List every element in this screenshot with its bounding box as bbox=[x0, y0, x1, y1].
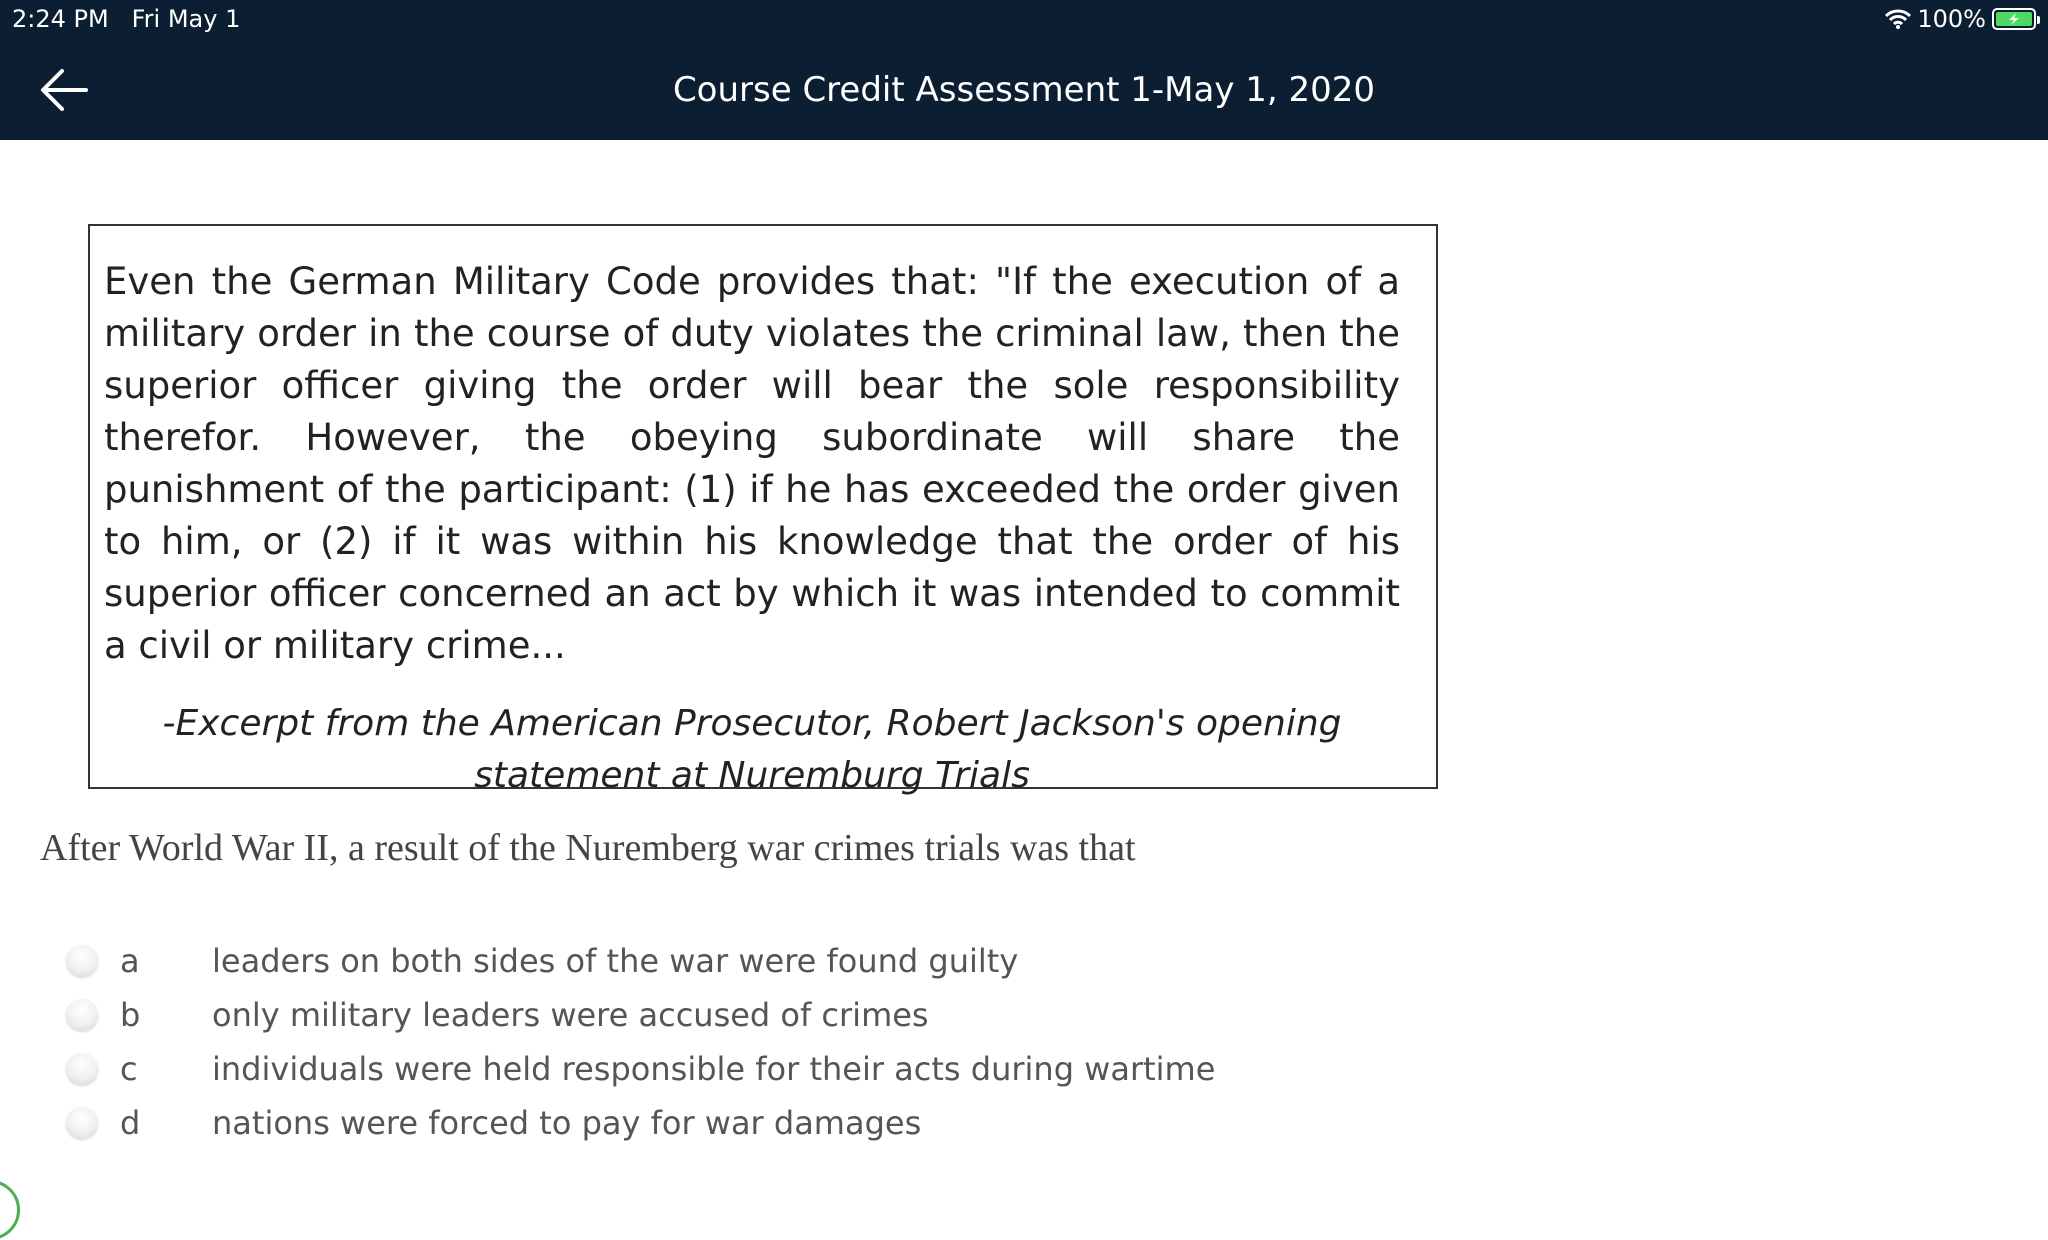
radio-button-b[interactable] bbox=[66, 999, 98, 1031]
choice-letter: d bbox=[120, 1104, 141, 1142]
passage-text: Even the German Military Code provides that: "If the execution of a military order in the course of duty violates the criminal law, then the superior officer giving the order will bear the sole responsibility therefor. However, the obeying subordinate will share the punishment of the participant: (1) if he has exceeded the order given to him, or (2) if it was within his knowledge that the order of his superior officer concerned an act by which it was intended to commit a civil or military crime... bbox=[104, 260, 1400, 667]
choice-d[interactable] bbox=[66, 1096, 1215, 1150]
choice-c[interactable] bbox=[66, 1042, 1215, 1096]
choice-text: only military leaders were accused of crimes bbox=[212, 996, 929, 1034]
choice-a[interactable] bbox=[66, 934, 1215, 988]
app-header bbox=[0, 0, 2048, 140]
radio-button-c[interactable] bbox=[66, 1053, 98, 1085]
choice-text: individuals were held responsible for their acts during wartime bbox=[212, 1050, 1216, 1088]
choice-letter: a bbox=[120, 942, 140, 980]
wifi-icon bbox=[1885, 9, 1911, 29]
status-date-text: Fri May 1 bbox=[131, 5, 241, 33]
passage-citation: -Excerpt from the American Prosecutor, Robert Jackson's opening statement at Nuremburg Trials bbox=[162, 703, 1342, 796]
scroll-indicator-arc bbox=[0, 1180, 20, 1240]
choice-text: leaders on both sides of the war were found guilty bbox=[212, 942, 1019, 980]
page-title: Course Credit Assessment 1-May 1, 2020 bbox=[672, 70, 1376, 110]
choice-b[interactable] bbox=[66, 988, 1215, 1042]
choice-text: nations were forced to pay for war damages bbox=[212, 1104, 922, 1142]
question-text: After World War II, a result of the Nuremberg war crimes trials was that bbox=[40, 827, 1136, 869]
status-time-text: 2:24 PM bbox=[12, 5, 109, 33]
battery-percent: 100% bbox=[1917, 5, 1986, 33]
choice-letter: c bbox=[120, 1050, 138, 1088]
status-bar-time bbox=[12, 6, 240, 32]
radio-button-d[interactable] bbox=[66, 1107, 98, 1139]
reading-passage-box bbox=[88, 224, 1438, 796]
radio-button-a[interactable] bbox=[66, 945, 98, 977]
choice-letter: b bbox=[120, 996, 141, 1034]
battery-charging-icon bbox=[1992, 8, 2036, 30]
status-bar-indicators bbox=[1885, 6, 2036, 32]
answer-choices bbox=[66, 934, 1215, 1150]
